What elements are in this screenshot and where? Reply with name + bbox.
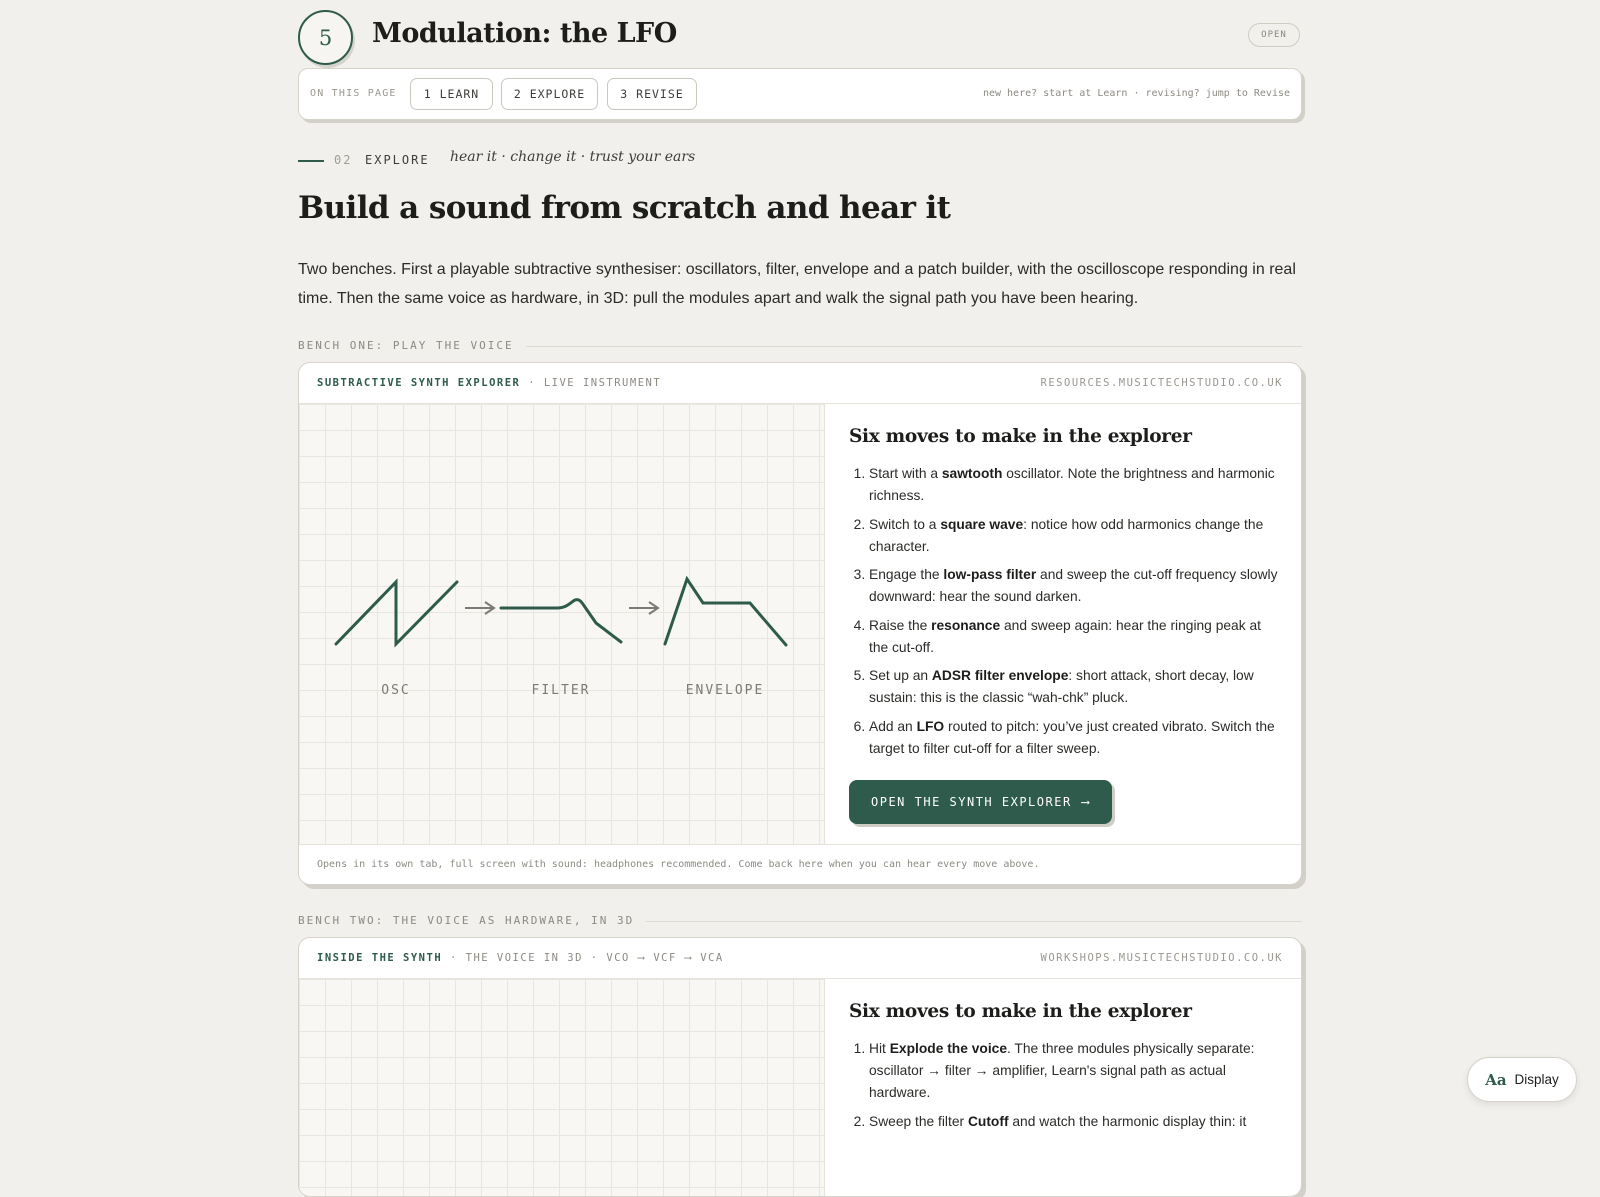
section-number: 02 (334, 153, 353, 167)
lesson-status-badge[interactable]: OPEN (1248, 23, 1300, 47)
section-lede: Two benches. First a playable subtractive synthesiser: oscillators, filter, envelope and a patch builder, with the oscilloscope responding in real time. Then the same voice as hardware, in 3D: pull the modules apart and walk the signal path you have been hearing. (298, 261, 1296, 307)
signal-chain-diagram (299, 404, 825, 845)
move-item: 5. Set up an ADSR filter envelope: short attack, short decay, low sustain: this is the classic “wah-chk” pluck. (869, 665, 1279, 709)
card-header-title (317, 952, 724, 964)
synth-moves-panel (849, 404, 1279, 824)
open-synth-explorer-button[interactable] (849, 780, 1112, 824)
moves-title: Six moves to make in the explorer (849, 426, 1192, 447)
synth-explorer-card (298, 362, 1302, 885)
module-label-osc: OSC (381, 683, 411, 698)
card-source-link[interactable]: WORKSHOPS.MUSICTECHSTUDIO.CO.UK (1040, 952, 1283, 964)
moves-title: Six moves to make in the explorer (849, 1001, 1192, 1022)
nav-link-revise[interactable]: 3 REVISE (607, 78, 697, 110)
card-header-title (317, 377, 661, 389)
inside-the-synth-card (298, 937, 1302, 1197)
inside-the-synth-card-header (299, 938, 1301, 979)
hardware-moves-panel (849, 979, 1279, 1139)
card-subtitle: · THE VOICE IN 3D · VCO ⟶ VCF ⟶ VCA (449, 952, 724, 964)
signal-chain-svg (299, 404, 825, 845)
lowpass-filter-curve (501, 600, 621, 642)
sawtooth-waveform (336, 582, 457, 644)
section-rule (298, 160, 324, 162)
section-title: Build a sound from scratch and hear it (298, 190, 951, 226)
display-settings-button[interactable] (1467, 1057, 1577, 1102)
on-this-page-hint: new here? start at Learn · revising? jump to Revise (982, 88, 1290, 99)
bench-two-label (298, 914, 1302, 930)
module-label-envelope: ENVELOPE (685, 683, 765, 698)
on-this-page-nav (298, 68, 1302, 120)
bench-one-label-text: BENCH ONE: PLAY THE VOICE (298, 339, 526, 352)
move-item: 4. Raise the resonance and sweep again: hear the ringing peak at the cut-off. (869, 615, 1279, 659)
text-size-icon: Aa (1485, 1070, 1507, 1089)
arrow-right-icon: ⟶ (1081, 795, 1091, 809)
bench-two-label-text: BENCH TWO: THE VOICE AS HARDWARE, IN 3D (298, 914, 646, 927)
arrow-icon (465, 602, 494, 614)
move-item: 1. Start with a sawtooth oscillator. Note the brightness and harmonic richness. (869, 463, 1279, 507)
adsr-envelope-shape (665, 579, 786, 645)
section-tagline: hear it · change it · trust your ears (450, 149, 696, 165)
bench-one-label (298, 339, 1302, 355)
synth-explorer-card-header (299, 363, 1301, 404)
synth-3d-viewer[interactable] (299, 979, 825, 1197)
move-item: 1. Hit Explode the voice. The three modules physically separate: oscillator → filter → amplifier, Learn's signal path as actual hardware. (869, 1038, 1279, 1104)
nav-link-learn[interactable]: 1 LEARN (410, 78, 493, 110)
cta-label: OPEN THE SYNTH EXPLORER (871, 795, 1072, 809)
nav-link-explore[interactable]: 2 EXPLORE (501, 78, 598, 110)
synth-explorer-card-footer (299, 844, 1301, 884)
move-item: 2. Switch to a square wave: notice how odd harmonics change the character. (869, 514, 1279, 558)
section-name: EXPLORE (365, 153, 430, 167)
moves-list (849, 1038, 1279, 1133)
move-item: 6. Add an LFO routed to pitch: you’ve just created vibrato. Switch the target to filter cut-off for a filter sweep. (869, 716, 1279, 760)
section-eyebrow (298, 149, 998, 172)
card-subtitle: · LIVE INSTRUMENT (528, 377, 662, 389)
card-footnote: Opens in its own tab, full screen with sound: headphones recommended. Come back here when you can hear every move above. (317, 859, 1040, 870)
lesson-title: Modulation: the LFO (372, 18, 677, 49)
on-this-page-label: ON THIS PAGE (310, 88, 397, 99)
lesson-number-badge: 5 (298, 10, 353, 65)
moves-list (849, 463, 1279, 760)
module-label-filter: FILTER (531, 683, 591, 698)
lesson-header (298, 8, 1302, 64)
arrow-icon (629, 602, 658, 614)
card-source-link[interactable]: RESOURCES.MUSICTECHSTUDIO.CO.UK (1040, 377, 1283, 389)
display-button-label: Display (1514, 1072, 1559, 1087)
move-item: 3. Engage the low-pass filter and sweep the cut-off frequency slowly downward: hear the sound darken. (869, 564, 1279, 608)
move-item: 2. Sweep the filter Cutoff and watch the harmonic display thin: it (869, 1111, 1279, 1133)
card-title: SUBTRACTIVE SYNTH EXPLORER (317, 377, 521, 389)
card-title: INSIDE THE SYNTH (317, 952, 443, 964)
